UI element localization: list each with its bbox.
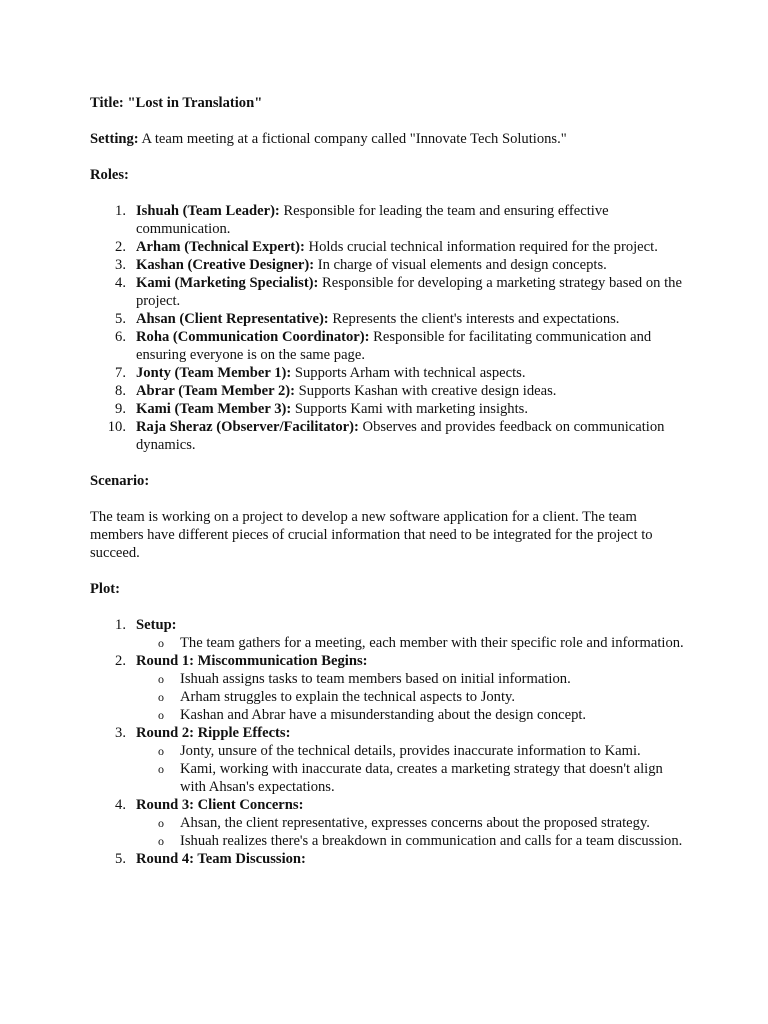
list-item <box>90 238 690 256</box>
scenario-text: The team is working on a project to develop a new software application for a client. The team members have different pieces of crucial information that need to be integrated for the project to succeed. <box>90 509 653 561</box>
circle-bullet-icon: o <box>158 690 164 704</box>
list-number: 4. <box>115 797 126 813</box>
list-number: 2. <box>115 239 126 255</box>
sub-list-item <box>136 670 690 688</box>
plot-step-title: Round 4: Team Discussion: <box>136 851 306 867</box>
sub-item-text: Ishuah assigns tasks to team members based on initial information. <box>180 671 571 687</box>
plot-heading-text: Plot: <box>90 581 120 597</box>
setting-value: A team meeting at a fictional company called "Innovate Tech Solutions." <box>138 131 567 147</box>
list-item <box>90 274 690 310</box>
sub-list-item <box>136 760 690 796</box>
role-name: Roha (Communication Coordinator): <box>136 329 370 345</box>
role-name: Kashan (Creative Designer): <box>136 257 315 273</box>
role-description: Holds crucial technical information required for the project. <box>304 239 658 255</box>
list-number: 1. <box>115 617 126 633</box>
list-item <box>90 364 690 382</box>
role-description: Supports Kashan with creative design ideas. <box>295 383 557 399</box>
sub-item-text: Kashan and Abrar have a misunderstanding about the design concept. <box>180 707 587 723</box>
list-number: 3. <box>115 725 126 741</box>
list-number: 9. <box>115 401 126 417</box>
scenario-heading-text: Scenario: <box>90 473 150 489</box>
role-description: Responsible for facilitating communication and ensuring everyone is on the same page. <box>136 329 652 363</box>
role-description: Supports Kami with marketing insights. <box>291 401 528 417</box>
role-name: Ahsan (Client Representative): <box>136 311 329 327</box>
plot-step-title: Round 1: Miscommunication Begins: <box>136 653 368 669</box>
list-item <box>90 652 690 724</box>
circle-bullet-icon: o <box>158 672 164 686</box>
roles-heading-text: Roles: <box>90 167 129 183</box>
circle-bullet-icon: o <box>158 834 164 848</box>
list-item <box>90 256 690 274</box>
role-name: Ishuah (Team Leader): <box>136 203 280 219</box>
sub-list <box>136 742 690 796</box>
plot-step-title: Round 2: Ripple Effects: <box>136 725 291 741</box>
circle-bullet-icon: o <box>158 636 164 650</box>
sub-list-item <box>136 814 690 832</box>
list-item <box>90 400 690 418</box>
role-name: Kami (Marketing Specialist): <box>136 275 319 291</box>
list-item <box>90 616 690 652</box>
list-item <box>90 418 690 454</box>
sub-list-item <box>136 706 690 724</box>
role-description: Responsible for developing a marketing strategy based on the project. <box>136 275 682 309</box>
setting-label: Setting: <box>90 131 139 147</box>
sub-item-text: Jonty, unsure of the technical details, provides inaccurate information to Kami. <box>180 743 641 759</box>
list-number: 8. <box>115 383 126 399</box>
role-name: Arham (Technical Expert): <box>136 239 305 255</box>
role-description: In charge of visual elements and design concepts. <box>314 257 607 273</box>
list-number: 10. <box>107 419 126 435</box>
setting-line <box>90 130 690 148</box>
sub-list <box>136 670 690 724</box>
list-number: 5. <box>115 851 126 867</box>
plot-list <box>90 616 690 868</box>
list-item <box>90 796 690 850</box>
role-name: Jonty (Team Member 1): <box>136 365 292 381</box>
roles-list <box>90 202 690 454</box>
list-number: 4. <box>115 275 126 291</box>
sub-list-item <box>136 634 690 652</box>
plot-step-title: Setup: <box>136 617 177 633</box>
circle-bullet-icon: o <box>158 708 164 722</box>
title-value: "Lost in Translation" <box>127 95 263 111</box>
list-number: 5. <box>115 311 126 327</box>
role-name: Abrar (Team Member 2): <box>136 383 296 399</box>
list-number: 3. <box>115 257 126 273</box>
role-name: Kami (Team Member 3): <box>136 401 292 417</box>
list-number: 2. <box>115 653 126 669</box>
roles-heading <box>90 166 690 184</box>
sub-item-text: Ahsan, the client representative, expresses concerns about the proposed strategy. <box>180 815 650 831</box>
sub-list <box>136 634 690 652</box>
circle-bullet-icon: o <box>158 762 164 776</box>
sub-list-item <box>136 688 690 706</box>
role-description: Supports Arham with technical aspects. <box>291 365 526 381</box>
list-number: 7. <box>115 365 126 381</box>
title-line <box>90 94 690 112</box>
sub-list <box>136 814 690 850</box>
list-item <box>90 328 690 364</box>
sub-item-text: Ishuah realizes there's a breakdown in communication and calls for a team discussion. <box>180 833 683 849</box>
role-description: Responsible for leading the team and ensuring effective communication. <box>136 203 609 237</box>
list-item <box>90 310 690 328</box>
circle-bullet-icon: o <box>158 816 164 830</box>
scenario-heading <box>90 472 690 490</box>
title-label: Title: <box>90 95 124 111</box>
document-page <box>90 94 690 868</box>
plot-heading <box>90 580 690 598</box>
sub-item-text: The team gathers for a meeting, each member with their specific role and information. <box>180 635 684 651</box>
list-item <box>90 202 690 238</box>
role-description: Represents the client's interests and expectations. <box>328 311 620 327</box>
plot-step-title: Round 3: Client Concerns: <box>136 797 304 813</box>
sub-list-item <box>136 832 690 850</box>
list-item <box>90 382 690 400</box>
list-number: 6. <box>115 329 126 345</box>
list-item <box>90 724 690 796</box>
sub-list-item <box>136 742 690 760</box>
sub-item-text: Arham struggles to explain the technical aspects to Jonty. <box>180 689 516 705</box>
role-description: Observes and provides feedback on communication dynamics. <box>136 419 665 453</box>
sub-item-text: Kami, working with inaccurate data, creates a marketing strategy that doesn't align with Ahsan's expectations. <box>180 761 663 795</box>
list-number: 1. <box>115 203 126 219</box>
circle-bullet-icon: o <box>158 744 164 758</box>
list-item <box>90 850 690 868</box>
role-name: Raja Sheraz (Observer/Facilitator): <box>136 419 359 435</box>
